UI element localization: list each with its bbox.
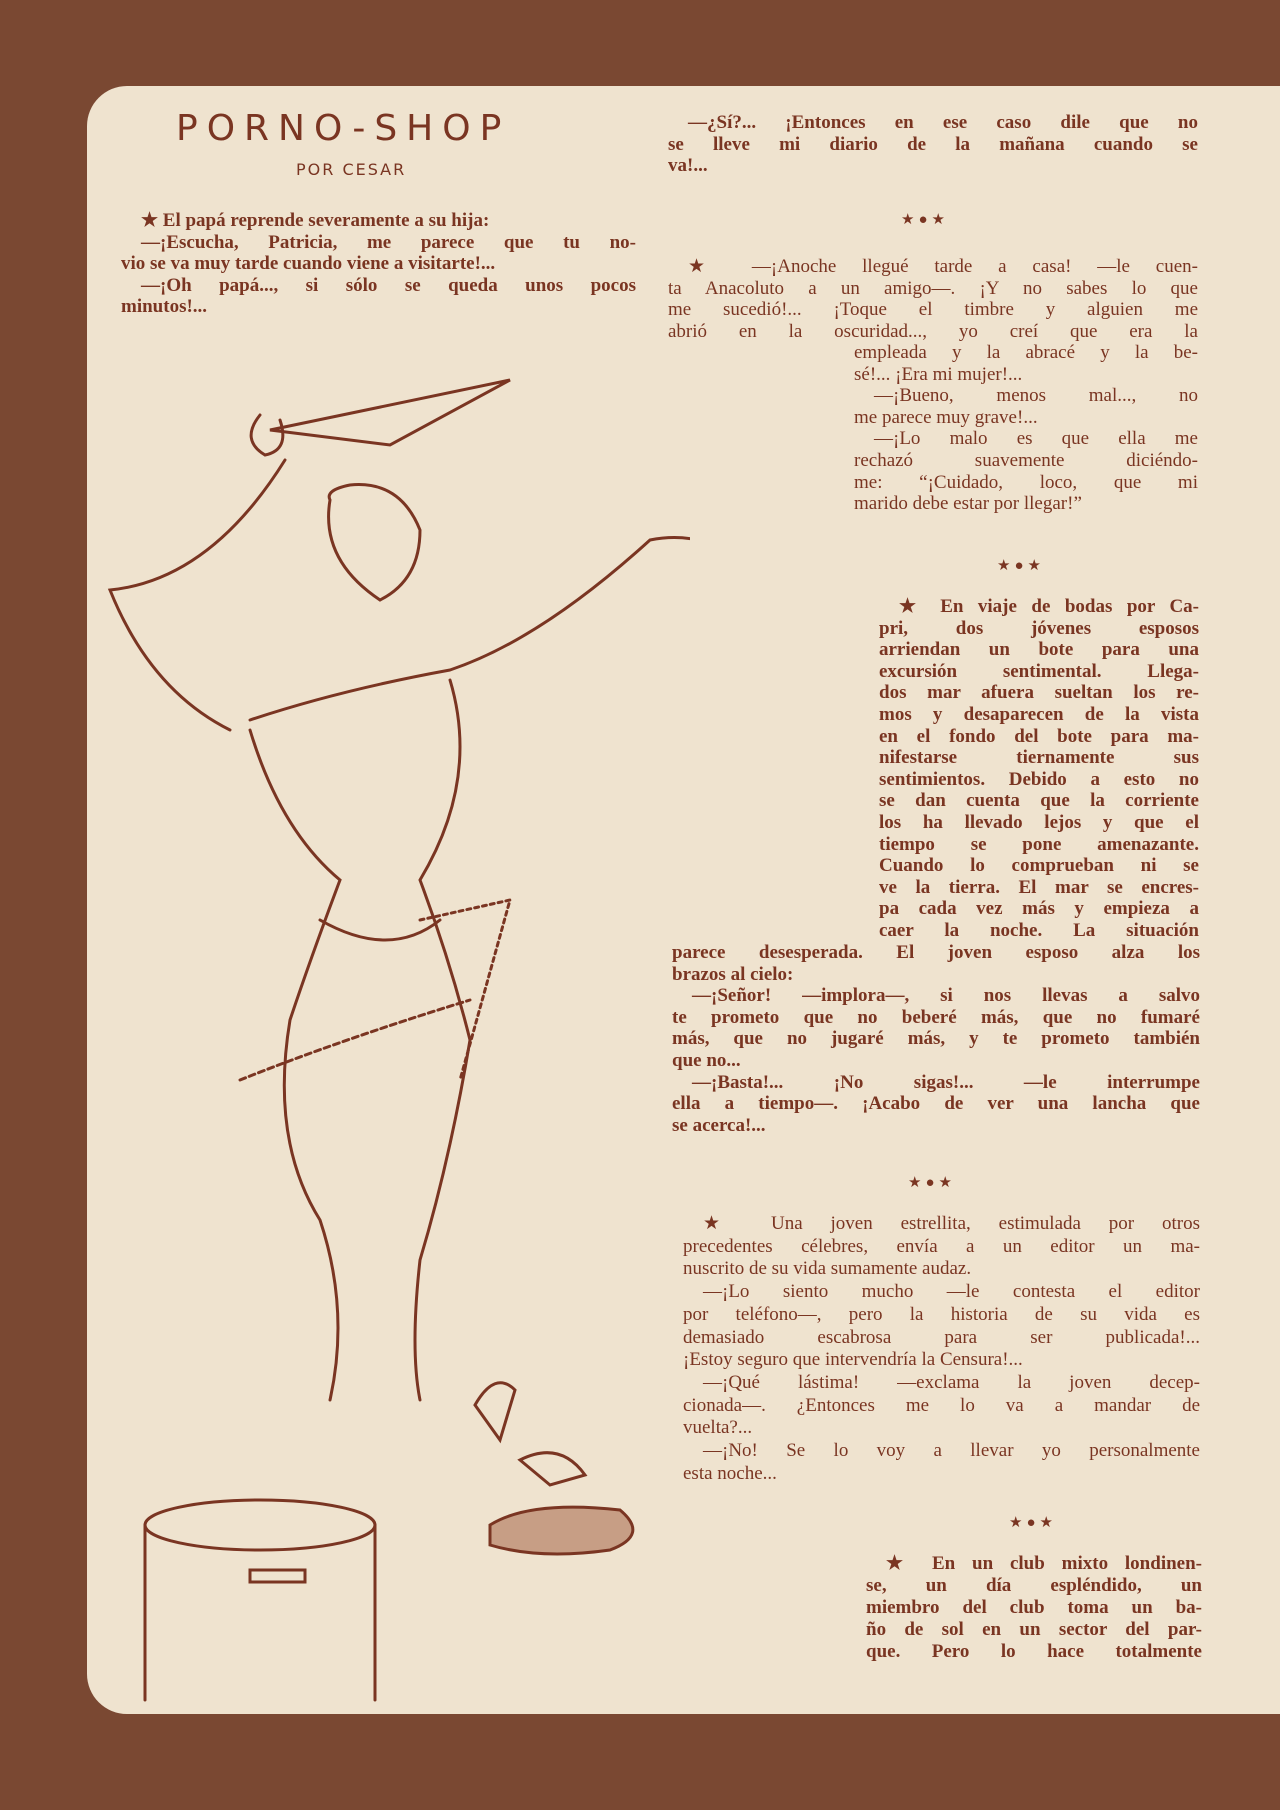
text-line: nuscrito de su vida sumamente audaz.	[683, 1258, 972, 1280]
text-line: me parece muy grave!...	[854, 406, 1038, 428]
paragraph	[683, 1213, 1200, 1281]
text-line: en el fondo del bote para ma-	[879, 725, 1199, 747]
text-line: dos mar afuera sueltan los re-	[879, 682, 1199, 704]
paragraph	[879, 596, 1199, 942]
joke-estrellita	[683, 1213, 1200, 1485]
text-line: nifestarse tiernamente sus	[879, 747, 1199, 769]
text-line: ta Anacoluto a un amigo—. ¡Y no sabes lo que	[668, 277, 1198, 299]
paragraph	[866, 1553, 1202, 1663]
paragraph	[121, 210, 636, 232]
paragraph	[672, 942, 1200, 985]
text-line: ★ El papá reprende severamente a su hija:	[141, 210, 490, 231]
pedestal	[145, 1500, 375, 1700]
text-line: parece desesperada. El joven esposo alza los	[672, 942, 1200, 963]
text-line: excursión sentimental. Llega-	[879, 660, 1199, 682]
text-line: ve la tierra. El mar se encres-	[879, 876, 1199, 898]
text-line: —¡Basta!... ¡No sigas!... —le interrumpe	[692, 1071, 1200, 1093]
text-line: vuelta?...	[683, 1417, 753, 1439]
text-line: demasiado escabrosa para ser publicada!...	[683, 1326, 1200, 1348]
text-line: se dan cuenta que la corriente	[879, 790, 1199, 812]
text-line: —¡Bueno, menos mal..., no	[874, 385, 1198, 407]
text-line: me: “¡Cuidado, loco, que mi	[854, 471, 1198, 493]
text-line: —¡No! Se lo voy a llevar yo personalmente	[703, 1440, 1200, 1462]
paragraph	[121, 232, 636, 275]
text-line: te prometo que no beberé más, que no fumaré	[672, 1006, 1200, 1028]
text-line: marido debe estar por llegar!”	[854, 493, 1082, 515]
article-title: PORNO-SHOP	[176, 108, 511, 149]
text-line: ★ En un club mixto londinen-	[886, 1553, 1202, 1574]
text-line: más, que no jugaré más, y te prometo también	[672, 1028, 1200, 1050]
paragraph	[668, 112, 1198, 177]
separator-stars: ★●★	[901, 212, 949, 228]
joke-capri	[879, 596, 1199, 942]
separator-stars: ★●★	[1009, 1515, 1057, 1531]
text-line: que no...	[672, 1049, 741, 1071]
paragraph	[854, 385, 1198, 428]
text-line: sentimientos. Debido a esto no	[879, 768, 1199, 790]
paragraph	[668, 256, 1198, 342]
text-line: brazos al cielo:	[672, 963, 794, 985]
text-line: ño de sol en un sector del par-	[866, 1619, 1202, 1640]
paragraph	[672, 1072, 1200, 1137]
paragraph	[683, 1281, 1200, 1372]
text-line: —¡Señor! —implora—, si nos llevas a salvo	[692, 985, 1200, 1007]
joke-continuation	[668, 112, 1198, 177]
joke-anacoluto	[668, 256, 1198, 342]
text-line: —¡Escucha, Patricia, me parece que tu no-	[141, 231, 636, 253]
text-line: rechazó suavemente diciéndo-	[854, 449, 1198, 471]
paragraph	[683, 1440, 1200, 1485]
paragraph	[854, 428, 1198, 514]
separator-stars: ★●★	[997, 558, 1045, 574]
separator-stars: ★●★	[908, 1175, 956, 1191]
text-line: minutos!...	[121, 296, 208, 318]
text-line: se acerca!...	[672, 1114, 766, 1136]
text-line: caer la noche. La situación	[879, 919, 1199, 941]
text-line: empleada y la abracé y la be-	[854, 342, 1198, 363]
text-line: los ha llevado lejos y que el	[879, 811, 1199, 833]
text-line: que. Pero lo hace totalmente	[866, 1641, 1202, 1662]
dagger-icon	[251, 380, 510, 455]
joke-anacoluto-cont	[854, 342, 1198, 515]
text-line: abrió en la oscuridad..., yo creí que era la	[668, 320, 1198, 342]
text-line: —¿Sí?... ¡Entonces en ese caso dile que no	[688, 112, 1198, 133]
text-line: miembro del club toma un ba-	[866, 1597, 1202, 1618]
text-line: —¡Lo siento mucho —le contesta el editor	[703, 1281, 1200, 1303]
paragraph	[672, 985, 1200, 1071]
cartoon-illustration	[90, 360, 690, 1710]
paragraph	[121, 275, 636, 318]
text-line: me sucedió!... ¡Toque el timbre y alguien me	[668, 299, 1198, 321]
text-line: —¡Qué lástima! —exclama la joven decep-	[703, 1371, 1200, 1393]
text-line: —¡Lo malo es que ella me	[874, 428, 1198, 450]
shoes-icon	[475, 1383, 585, 1485]
text-line: ella a tiempo—. ¡Acabo de ver una lancha que	[672, 1093, 1200, 1115]
joke-club-londinense	[866, 1553, 1202, 1663]
text-line: se, un día espléndido, un	[866, 1575, 1202, 1596]
text-line: por teléfono—, pero la historia de su vida es	[683, 1303, 1200, 1325]
text-line: cionada—. ¿Entonces me lo va a mandar de	[683, 1394, 1200, 1416]
text-line: va!...	[668, 155, 708, 177]
paragraph	[683, 1372, 1200, 1440]
text-line: pri, dos jóvenes esposos	[879, 617, 1199, 639]
text-line: se lleve mi diario de la mañana cuando se	[668, 133, 1198, 155]
figure-outline	[110, 460, 690, 1400]
text-line: arriendan un bote para una	[879, 639, 1199, 661]
text-line: esta noche...	[683, 1462, 777, 1484]
text-line: precedentes célebres, envía a un editor un ma-	[683, 1235, 1200, 1257]
text-line: ★ —¡Anoche llegué tarde a casa! —le cuen-	[688, 256, 1198, 277]
text-line: vio se va muy tarde cuando viene a visitarte!...	[121, 253, 496, 275]
text-line: tiempo se pone amenazante.	[879, 833, 1199, 855]
article-byline: POR CESAR	[296, 160, 407, 179]
paragraph	[854, 342, 1198, 385]
text-line: sé!... ¡Era mi mujer!...	[854, 363, 1023, 385]
text-line: pa cada vez más y empieza a	[879, 898, 1199, 920]
text-line: ★ En viaje de bodas por Ca-	[899, 596, 1199, 617]
joke-papa-hija	[121, 210, 636, 318]
text-line: mos y desaparecen de la vista	[879, 703, 1199, 725]
text-line: —¡Oh papá..., si sólo se queda unos pocos	[141, 274, 636, 296]
text-line: Cuando lo comprueban ni se	[879, 855, 1199, 877]
text-line: ¡Estoy seguro que intervendría la Censura!...	[683, 1349, 1023, 1371]
joke-capri-cont	[672, 942, 1200, 1136]
text-line: ★ Una joven estrellita, estimulada por otros	[703, 1213, 1200, 1234]
hat-icon	[490, 1507, 633, 1554]
